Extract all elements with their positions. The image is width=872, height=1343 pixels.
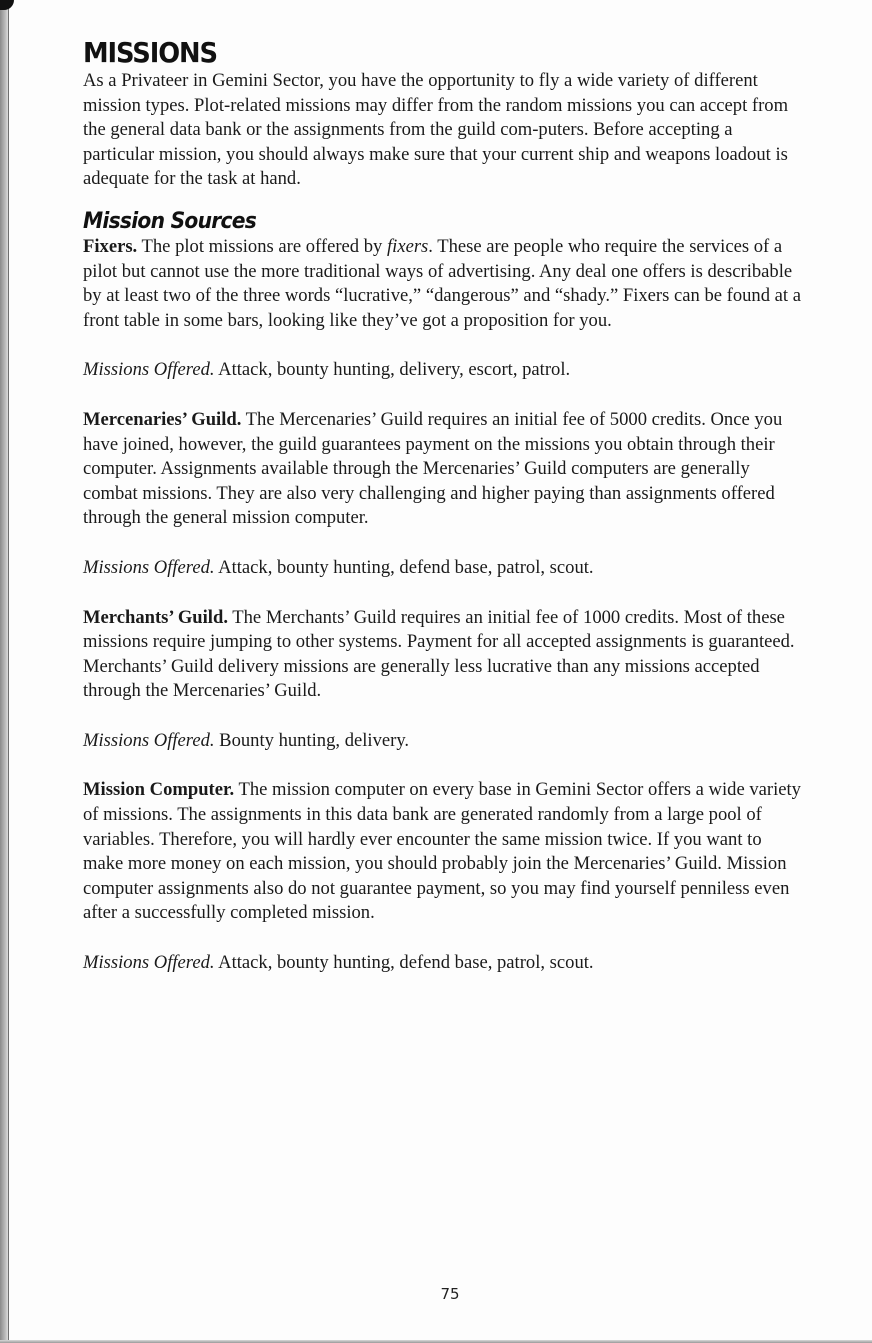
source-mission-computer xyxy=(83,778,803,926)
offered-label: Missions Offered. xyxy=(83,359,215,381)
offered-list: Attack, bounty hunting, defend base, patrol, scout. xyxy=(214,556,594,578)
source-lead: Mercenaries’ Guild. xyxy=(83,408,242,430)
source-lead: Merchants’ Guild. xyxy=(83,606,228,628)
page-title: MISSIONS xyxy=(83,36,217,69)
offered-list: Attack, bounty hunting, delivery, escort, patrol. xyxy=(214,359,571,381)
source-fixers xyxy=(83,235,803,333)
page-content xyxy=(83,38,803,976)
source-text: The Merchants’ Guild requires an initial fee of 1000 credits. Most of these missions require jumping to other systems. Payment for all accepted assignments is guaranteed. Merchants’ Guild delivery missions are generally less lucrative than any missions accepted through the Mercenaries’ Guild. xyxy=(83,606,795,702)
offered-label: Missions Offered. xyxy=(83,556,215,578)
source-merchants-guild xyxy=(83,606,803,704)
page-number: 75 xyxy=(440,1285,460,1303)
binding-edge xyxy=(8,0,9,1343)
offered-label: Missions Offered. xyxy=(83,729,215,751)
offered-list: Bounty hunting, delivery. xyxy=(214,729,410,751)
source-text: The plot missions are offered by xyxy=(137,235,387,257)
source-text: The Mercenaries’ Guild requires an initial fee of 5000 credits. Once you have joined, however, the guild guarantees payment on the missions you obtain through their computer. Assignments available through the Mercenaries’ Guild computers are generally combat missions. They are also very challenging and higher paying than assignments offered through the general mission computer. xyxy=(83,408,783,529)
intro-paragraph: As a Privateer in Gemini Sector, you have the opportunity to fly a wide variety of different mission types. Plot-related missions may differ from the random missions you can accept from the general data bank or the assignments from the guild com-puters. Before accepting a particular mission, you should always make sure that your current ship and weapons loadout is adequate for the task at hand. xyxy=(83,70,789,190)
source-text: . These are people who require the services of a pilot but cannot use the more traditional ways of advertising. Any deal one offers is describable by at least two of the three words “lucrative,” “dangerous” and “shady.” Fixers can be found at a front table in some bars, looking like they’ve got a proposition for you. xyxy=(83,235,801,331)
source-text: The mission computer on every base in Gemini Sector offers a wide variety of missions. The assignments in this data bank are generated randomly from a large pool of variables. Therefore, you will hardly ever encounter the same mission twice. If you want to make more money on each mission, you should probably join the Mercenaries’ Guild. Mission computer assignments also do not guarantee payment, so you may find yourself penniless even after a successfully completed mission. xyxy=(83,779,801,924)
scan-corner-mark xyxy=(0,0,14,10)
missions-offered-mercenaries xyxy=(83,556,803,581)
source-lead: Mission Computer. xyxy=(83,779,235,801)
source-mercenaries-guild xyxy=(83,408,803,531)
section-heading: Mission Sources xyxy=(83,208,257,234)
offered-list: Attack, bounty hunting, defend base, patrol, scout. xyxy=(214,952,594,974)
offered-label: Missions Offered. xyxy=(83,952,215,974)
missions-offered-fixers xyxy=(83,358,803,383)
source-emphasis: fixers xyxy=(386,235,429,257)
missions-offered-merchants xyxy=(83,729,803,754)
source-lead: Fixers. xyxy=(83,235,138,257)
missions-offered-computer xyxy=(83,951,803,976)
